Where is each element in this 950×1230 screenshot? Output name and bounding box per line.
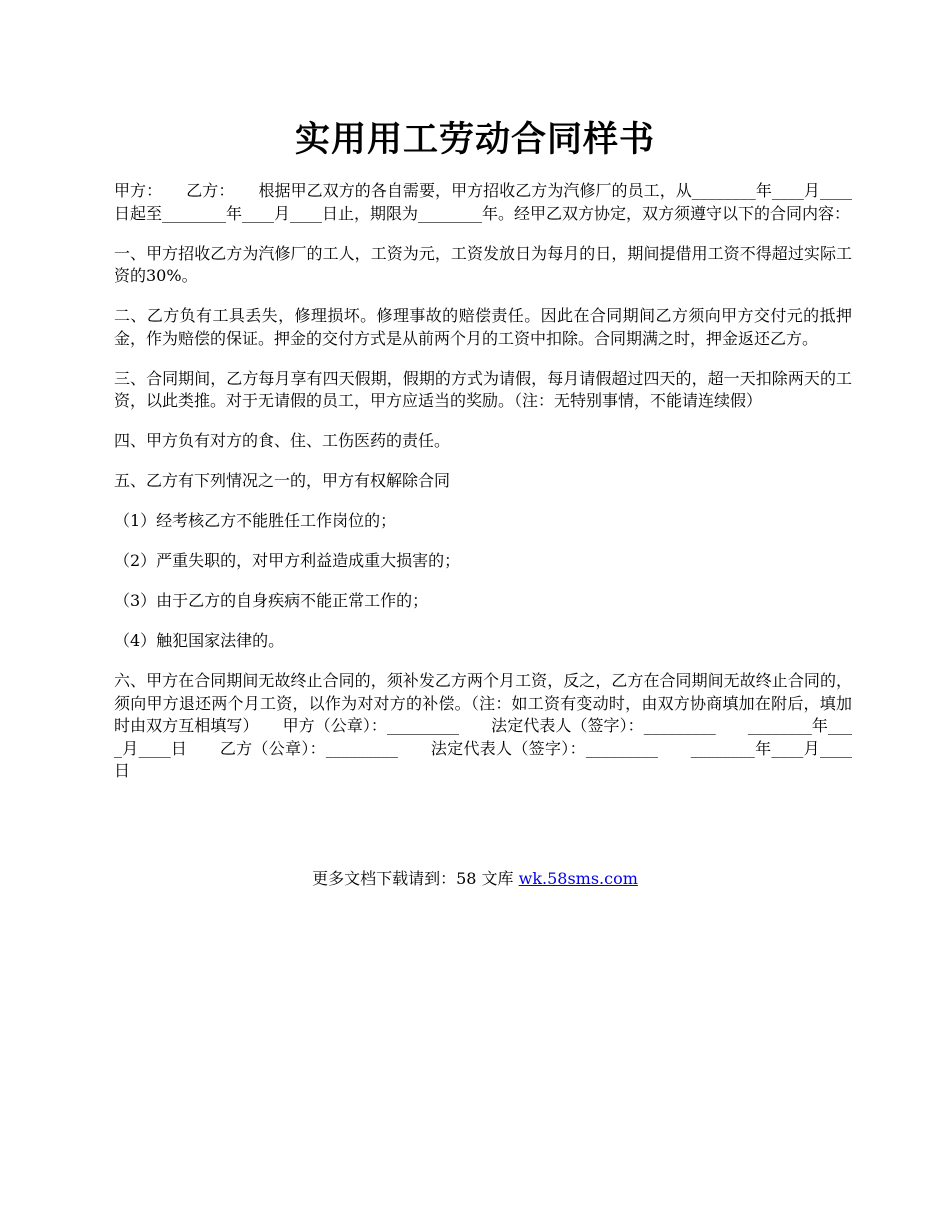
document-title: 实用用工劳动合同样书 [294,119,655,160]
footer-prefix: 更多文档下载请到：58 文库 [312,869,519,888]
clause-2: 二、乙方负有工具丢失，修理损坏。修理事故的赔偿责任。因此在合同期间乙方须向甲方交付元的抵押金，作为赔偿的保证。押金的交付方式是从前两个月的工资中扣除。合同期满之时，押金返还乙方。 [114,306,852,348]
clause-5-item-2: （2）严重失职的，对甲方利益造成重大损害的； [114,551,461,570]
document-body [114,180,852,800]
clause-5-item-3: （3）由于乙方的自身疾病不能正常工作的； [114,591,429,610]
clause-6-signatures: 六、甲方在合同期间无故终止合同的，须补发乙方两个月工资，反之，乙方在合同期间无故终止合同的，须向甲方退还两个月工资，以作为对对方的补偿。（注：如工资有变动时，由双方协商填加在附后，填加时由双方互相填写） 甲方（公章）：_________ 法定代表人（签字）：_________ ________年____月____日 乙方（公章）：_________ 法定代表人（签字）：_________ ________年____月____日 [114,671,852,780]
intro-paragraph: 甲方： 乙方： 根据甲乙双方的各自需要，甲方招收乙方为汽修厂的员工，从________年____月____日起至________年____月____日止，期限为________年。经甲乙双方协定，双方须遵守以下的合同内容： [114,181,852,223]
clause-4: 四、甲方负有对方的食、住、工伤医药的责任。 [114,431,451,450]
clause-5-item-1: （1）经考核乙方不能胜任工作岗位的； [114,511,397,530]
clause-5-item-4: （4）触犯国家法律的。 [114,631,285,650]
footer-link[interactable]: wk.58sms.com [518,869,638,888]
clause-5: 五、乙方有下列情况之一的，甲方有权解除合同 [114,471,451,490]
clause-3: 三、合同期间，乙方每月享有四天假期，假期的方式为请假，每月请假超过四天的，超一天扣除两天的工资，以此类推。对于无请假的员工，甲方应适当的奖励。（注：无特别事情，不能请连续假） [114,368,852,410]
clause-1: 一、甲方招收乙方为汽修厂的工人，工资为元，工资发放日为每月的日，期间提借用工资不得超过实际工资的30%。 [114,243,852,285]
download-footer [114,868,836,890]
